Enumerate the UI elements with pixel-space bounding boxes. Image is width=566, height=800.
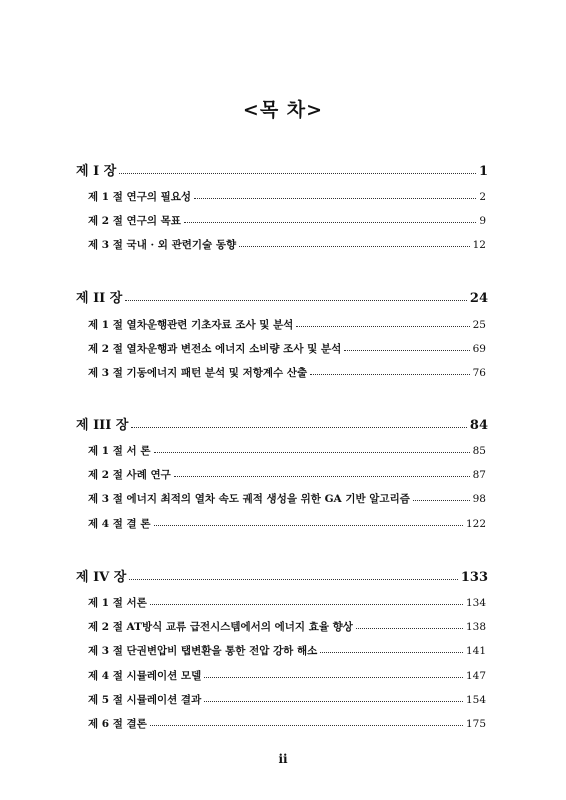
toc-section	[88, 237, 486, 252]
section-page: 69	[472, 343, 486, 355]
section-label: 제 3 절 단권변압비 탭변환을 통한 전압 강하 해소	[88, 645, 318, 657]
toc-section	[88, 189, 486, 204]
leader-dots	[125, 299, 467, 301]
section-page: 134	[465, 597, 486, 609]
section-label: 제 2 절 열차운행과 변전소 에너지 소비량 조사 및 분석	[88, 343, 342, 355]
page-number: ii	[278, 752, 288, 766]
section-page: 9	[479, 215, 486, 227]
section-label: 제 2 절 사례 연구	[88, 469, 171, 481]
section-page: 175	[465, 718, 486, 730]
toc-chapter-2	[76, 287, 488, 306]
section-page: 12	[472, 239, 486, 251]
leader-dots	[129, 578, 458, 580]
chapter-page: 24	[469, 291, 488, 306]
toc-section	[88, 692, 486, 707]
leader-dots	[344, 349, 469, 351]
leader-dots	[296, 325, 469, 327]
toc-section	[88, 491, 486, 506]
chapter-label: 제 II 장	[76, 291, 123, 306]
section-page: 76	[472, 367, 486, 379]
section-page: 85	[472, 445, 486, 457]
leader-dots	[356, 627, 463, 629]
leader-dots	[154, 524, 463, 526]
section-page: 2	[479, 191, 486, 203]
leader-dots	[154, 451, 470, 453]
leader-dots	[174, 475, 470, 477]
section-label: 제 4 절 결 론	[88, 518, 151, 530]
section-label: 제 3 절 에너지 최적의 열차 속도 궤적 생성을 위한 GA 기반 알고리즘	[88, 493, 410, 505]
toc-chapter-3	[76, 414, 488, 433]
leader-dots	[239, 245, 470, 247]
leader-dots	[119, 172, 476, 174]
section-label: 제 2 절 AT방식 교류 급전시스템에서의 에너지 효율 향상	[88, 621, 353, 633]
leader-dots	[194, 197, 476, 199]
toc-section	[88, 643, 486, 658]
toc-chapter-1	[76, 160, 488, 179]
toc-section	[88, 443, 486, 458]
chapter-label: 제 III 장	[76, 418, 129, 433]
chapter-page: 133	[460, 570, 488, 585]
leader-dots	[184, 221, 476, 223]
toc-section	[88, 213, 486, 228]
section-page: 87	[472, 469, 486, 481]
section-page: 141	[465, 645, 486, 657]
section-page: 98	[472, 493, 486, 505]
chapter-label: 제 I 장	[76, 164, 117, 179]
leader-dots	[204, 700, 463, 702]
chapter-page: 84	[469, 418, 488, 433]
section-page: 25	[472, 319, 486, 331]
toc-section	[88, 365, 486, 380]
leader-dots	[413, 499, 470, 501]
toc-section	[88, 317, 486, 332]
leader-dots	[150, 724, 463, 726]
leader-dots	[150, 603, 463, 605]
toc-section	[88, 619, 486, 634]
leader-dots	[310, 373, 470, 375]
leader-dots	[320, 651, 463, 653]
section-page: 138	[465, 621, 486, 633]
chapter-label: 제 IV 장	[76, 570, 127, 585]
section-page: 122	[465, 518, 486, 530]
leader-dots	[131, 426, 466, 428]
toc-chapter-4	[76, 566, 488, 585]
section-label: 제 1 절 열차운행관련 기초자료 조사 및 분석	[88, 319, 294, 331]
toc-section	[88, 516, 486, 531]
toc-section	[88, 341, 486, 356]
section-page: 154	[465, 694, 486, 706]
section-label: 제 6 절 결론	[88, 718, 147, 730]
section-page: 147	[465, 670, 486, 682]
section-label: 제 4 절 시뮬레이션 모델	[88, 670, 202, 682]
toc-section	[88, 595, 486, 610]
toc-section	[88, 716, 486, 731]
section-label: 제 3 절 기동에너지 패턴 분석 및 저항계수 산출	[88, 367, 308, 379]
section-label: 제 1 절 서론	[88, 597, 147, 609]
leader-dots	[204, 676, 463, 678]
toc-section	[88, 668, 486, 683]
section-label: 제 2 절 연구의 목표	[88, 215, 181, 227]
chapter-page: 1	[478, 164, 488, 179]
page-title: <목 차>	[242, 99, 324, 121]
section-label: 제 5 절 시뮬레이션 결과	[88, 694, 202, 706]
toc-section	[88, 467, 486, 482]
section-label: 제 3 절 국내 · 외 관련기술 동향	[88, 239, 237, 251]
section-label: 제 1 절 서 론	[88, 445, 151, 457]
section-label: 제 1 절 연구의 필요성	[88, 191, 192, 203]
